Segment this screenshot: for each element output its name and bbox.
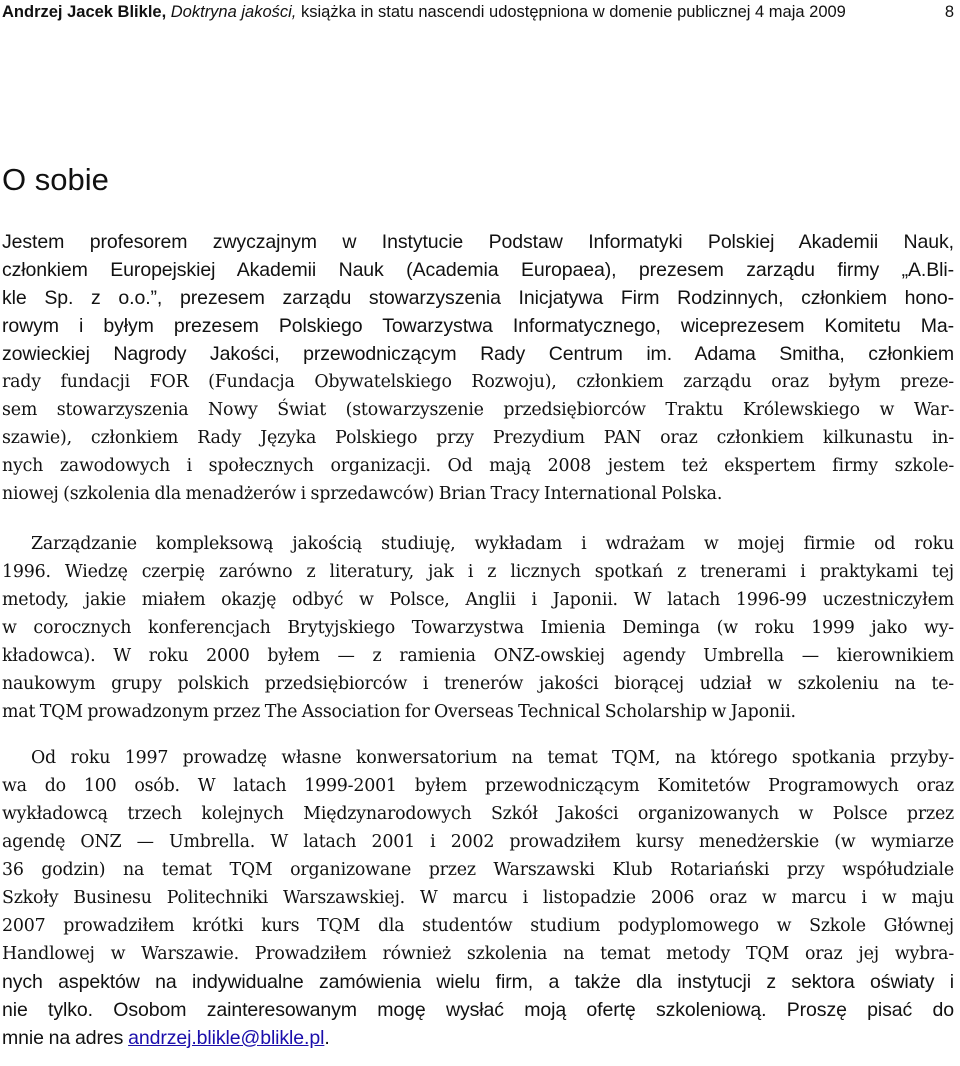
text-line: agendę ONZ — Umbrella. W latach 2001 i 2002 prowadziłem kursy menedżerskie (w wymiarze [2, 832, 954, 852]
text-line: metody, jakie miałem okazję odbyć w Polsce, Anglii i Japonii. W latach 1996-99 uczestniczyłem [2, 590, 954, 610]
text-line: Szkoły Businesu Politechniki Warszawskiej. W marcu i listopadzie 2006 oraz w marcu i w maju [2, 888, 954, 908]
email-prefix: mnie na adres [2, 1027, 129, 1049]
header-book-title: Doktryna jakości, [170, 3, 297, 21]
header-citation [2, 1, 846, 23]
text-line: Zarządzanie kompleksową jakością studiuję, wykładam i wdrażam w mojej firmie od roku [31, 534, 954, 554]
text-line: członkiem Europejskiej Akademii Nauk (Academia Europaea), prezesem zarządu firmy „A.Bli- [2, 259, 954, 281]
text-line: nych aspektów na indywidualne zamówienia wielu firm, a także dla instytucji z sektora oświaty i [2, 971, 954, 993]
text-line: 1996. Wiedzę czerpię zarówno z literatury, jak i z licznych spotkań z trenerami i praktykami tej [2, 562, 954, 582]
text-line: 36 godzin) na temat TQM organizowane przez Warszawski Klub Rotariański przy współudziale [2, 860, 954, 880]
text-line: rowym i byłym prezesem Polskiego Towarzystwa Informatycznego, wiceprezesem Komitetu Ma- [2, 315, 954, 337]
text-line: Handlowej w Warszawie. Prowadziłem również szkolenia na temat metody TQM oraz jej wybra- [2, 944, 954, 964]
page-number: 8 [944, 3, 954, 21]
text-line: rady fundacji FOR (Fundacja Obywatelskiego Rozwoju), członkiem zarządu oraz byłym preze- [2, 372, 954, 392]
paragraph-1 [2, 228, 954, 508]
text-line: nie tylko. Osobom zainteresowanym mogę wysłać moją ofertę szkoleniową. Proszę pisać do [2, 999, 954, 1021]
text-line: sem stowarzyszenia Nowy Świat (stowarzyszenie przedsiębiorców Traktu Królewskiego w War- [2, 400, 954, 420]
text-line: wa do 100 osób. W latach 1999-2001 byłem przewodniczącym Komitetów Programowych oraz [2, 776, 954, 796]
text-line: Od roku 1997 prowadzę własne konwersatorium na temat TQM, na którego spotkania przyby- [31, 748, 954, 768]
text-line: niowej (szkolenia dla menadżerów i sprzedawców) Brian Tracy International Polska. [2, 484, 723, 504]
text-line: kładowca). W roku 2000 byłem — z ramienia ONZ-owskiej agendy Umbrella — kierownikiem [2, 646, 954, 666]
paragraph-2 [2, 530, 954, 726]
email-link[interactable]: andrzej.blikle@blikle.pl [128, 1027, 325, 1049]
text-line: zowieckiej Nagrody Jakości, przewodniczącym Rady Centrum im. Adama Smitha, członkiem [2, 343, 954, 365]
running-header [2, 0, 954, 24]
header-author: Andrzej Jacek Blikle, [2, 3, 167, 21]
email-suffix: . [324, 1027, 330, 1049]
text-line: szawie), członkiem Rady Języka Polskiego przy Prezydium PAN oraz członkiem kilkunastu in- [2, 428, 954, 448]
text-line: mat TQM prowadzonym przez The Association for Overseas Technical Scholarship w Japonii. [2, 702, 796, 722]
text-line: naukowym grupy polskich przedsiębiorców i trenerów jakości biorącej udział w szkoleniu na te- [2, 674, 954, 694]
text-line-with-email [2, 1024, 954, 1052]
header-subtitle: książka in statu nascendi udostępniona w domenie publicznej 4 maja 2009 [301, 3, 846, 21]
text-line: 2007 prowadziłem krótki kurs TQM dla studentów studium podyplomowego w Szkole Głównej [2, 916, 954, 936]
text-line: w corocznych konferencjach Brytyjskiego Towarzystwa Imienia Deminga (w roku 1999 jako wy- [2, 618, 954, 638]
text-line: Jestem profesorem zwyczajnym w Instytucie Podstaw Informatyki Polskiej Akademii Nauk, [2, 231, 954, 253]
text-line: nych zawodowych i społecznych organizacji. Od mają 2008 jestem też ekspertem firmy szkole- [2, 456, 954, 476]
paragraph-3 [2, 744, 954, 1052]
section-title: O sobie [2, 162, 109, 197]
text-line: kle Sp. z o.o.”, prezesem zarządu stowarzyszenia Inicjatywa Firm Rodzinnych, członkiem hono- [2, 287, 954, 309]
text-line: wykładowcą trzech kolejnych Międzynarodowych Szkół Jakości organizowanych w Polsce przez [2, 804, 954, 824]
